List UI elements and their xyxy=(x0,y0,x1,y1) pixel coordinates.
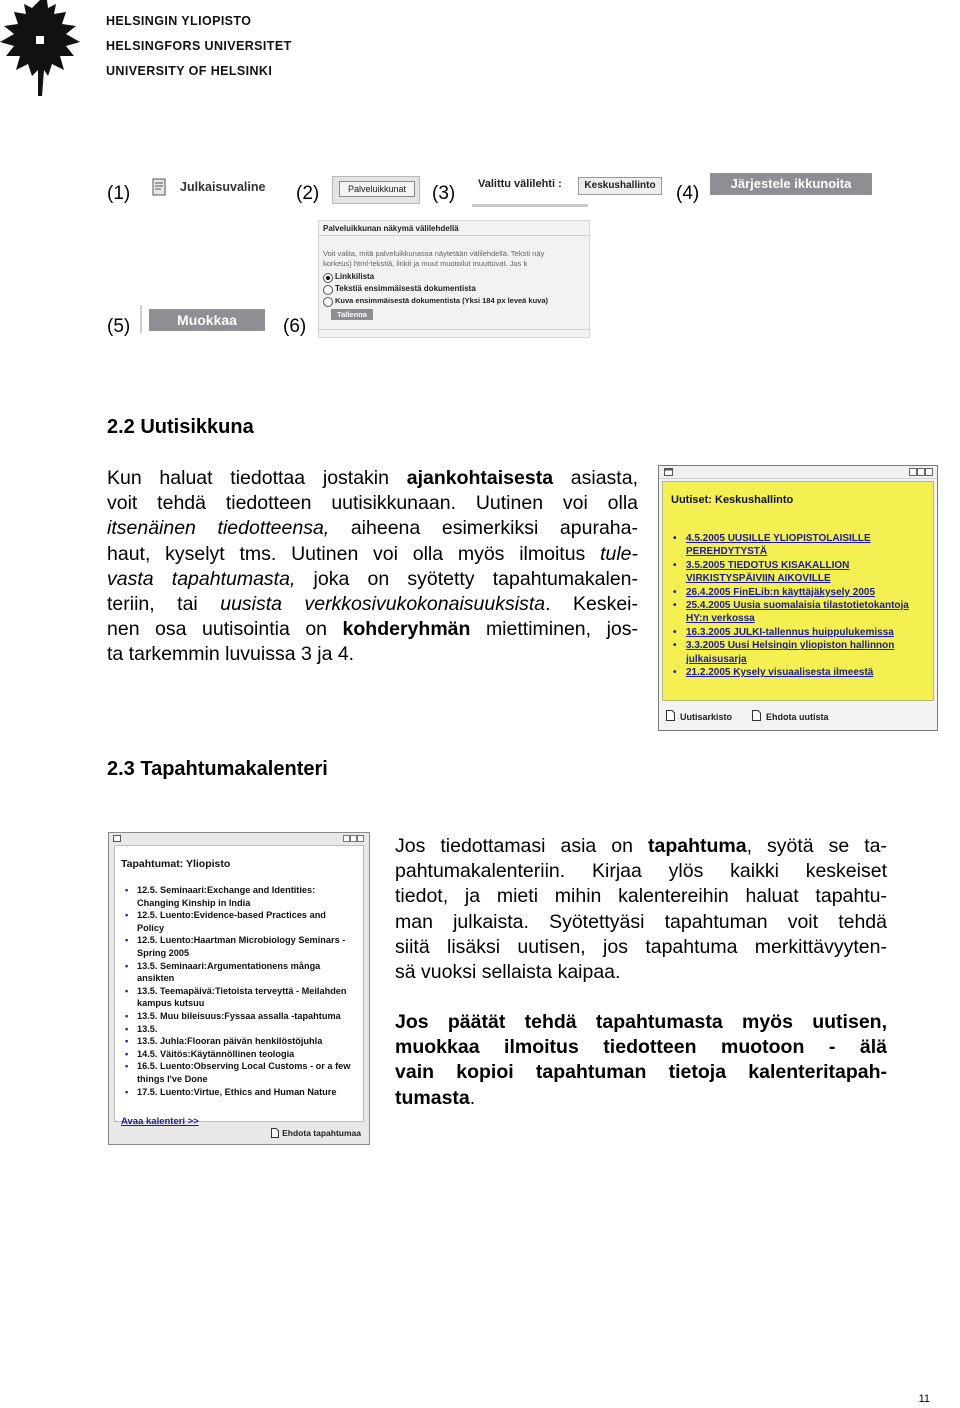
event-item[interactable]: • 12.5. Luento:Haartman Microbiology Seminars - Spring 2005 xyxy=(123,934,353,959)
ehdota-uutista-link[interactable]: Ehdota uutista xyxy=(766,712,829,722)
selected-tab-select[interactable]: Keskushallinto xyxy=(578,177,662,195)
news-item[interactable]: VIRKISTYSPÄIVIIN AIKOVILLE xyxy=(686,573,831,585)
event-item[interactable]: • 13.5. Muu bileisuus:Fyssaa assalla -tapahtuma xyxy=(123,1010,353,1023)
section-heading-uutisikkuna: 2.2 Uutisikkuna xyxy=(107,416,254,438)
julkaisuvaline-label: Julkaisuvaline xyxy=(180,180,266,194)
option-teksti: Tekstiä ensimmäisestä dokumentista xyxy=(335,284,476,293)
palveluikkuna-settings-panel xyxy=(318,220,590,338)
palveluikkunat-button[interactable]: Palveluikkunat xyxy=(339,181,415,197)
news-item[interactable]: • 4.5.2005 UUSILLE YLIOPISTOLAISILLE xyxy=(671,532,909,545)
jarjestele-ikkunoita-button[interactable]: Järjestele ikkunoita xyxy=(710,173,872,195)
news-item[interactable]: HY:n verkossa xyxy=(686,613,755,625)
uutisarkisto-link[interactable]: Uutisarkisto xyxy=(680,712,733,722)
window-icon xyxy=(664,468,673,476)
events-list xyxy=(123,884,353,1098)
logo-line-3: UNIVERSITY OF HELSINKI xyxy=(106,64,273,78)
panel-description-2: korkeus) html-tekstiä, linkit ja muut muotoilut muuttuvat. Jos k xyxy=(323,259,528,268)
valittu-valilehti-shot xyxy=(472,176,588,208)
news-item[interactable]: • 26.4.2005 FinELib:n käyttäjäkysely 2005 xyxy=(671,586,909,599)
news-item[interactable]: • 3.3.2005 Uusi Helsingin yliopiston hallinnon xyxy=(671,639,909,652)
event-item[interactable]: • 12.5. Seminaari:Exchange and Identities: Changing Kinship in India xyxy=(123,884,353,909)
document-icon xyxy=(150,178,170,198)
logo-line-1: HELSINGIN YLIOPISTO xyxy=(106,14,252,28)
event-item[interactable]: • 16.5. Luento:Observing Local Customs - or a few things I've Done xyxy=(123,1060,353,1085)
figure-label-3: (3) xyxy=(432,183,456,204)
event-item[interactable]: • 12.5. Luento:Evidence-based Practices and Policy xyxy=(123,909,353,934)
news-item[interactable]: • 21.2.2005 Kysely visuaalisesta ilmeestä xyxy=(671,666,909,679)
event-item[interactable]: • 13.5. Seminaari:Argumentationens många ansikten xyxy=(123,960,353,985)
news-list xyxy=(671,532,909,679)
flame-logo-icon xyxy=(0,0,100,96)
event-item[interactable]: • 14.5. Väitös:Käytännöllinen teologia xyxy=(123,1048,353,1061)
radio-teksti[interactable] xyxy=(323,285,333,295)
logo-line-2: HELSINGFORS UNIVERSITET xyxy=(106,39,292,53)
panel-title: Palveluikkunan näkymä välilehdellä xyxy=(323,224,459,233)
uutiset-window xyxy=(658,465,938,731)
option-linkkilista: Linkkilista xyxy=(335,272,375,281)
archive-document-icon xyxy=(666,710,675,721)
tapahtumakalenteri-paragraph: Jos tiedottamasi asia on tapahtuma, syötä se ta- pahtumakalenteriin. Kirjaa ylös kaikki keskeiset tiedot, ja mieti mihin kalentereihin haluat tapahtu- man julkaista. Syötettyäsi tapahtuman voit tehdä siitä lisäksi uutisen, jos tapahtuma merkittävyyten- sä vuoksi sellaista kaipaa. xyxy=(395,835,887,984)
suggest-document-icon xyxy=(271,1128,279,1138)
university-logo xyxy=(0,0,100,96)
events-window-title: Tapahtumat: Yliopisto xyxy=(121,858,231,870)
page-number: 11 xyxy=(918,1393,930,1405)
ehdota-tapahtumaa-link[interactable]: Ehdota tapahtumaa xyxy=(282,1128,361,1138)
radio-kuva[interactable] xyxy=(323,297,333,307)
uutisikkuna-paragraph: Kun haluat tiedottaa jostakin ajankohtaisesta asiasta, voit tehdä tiedotteen uutisikkunaan. Uutinen voi olla itsenäinen tiedotteensa, aiheena esimerkiksi apuraha- haut, kyselyt tms. Uutinen voi olla myös ilmoitus tule- vasta tapahtumasta, joka on syötetty tapahtumakalen- teriin, tai uusista verkkosivukokonaisuuksista. Keskei- nen osa uutisointia on kohderyhmän miettiminen, jos- ta tarkemmin luvuissa 3 ja 4. xyxy=(107,467,639,666)
figure-label-5: (5) xyxy=(107,316,131,337)
news-window-title: Uutiset: Keskushallinto xyxy=(671,494,794,506)
news-item[interactable]: • 3.5.2005 TIEDOTUS KISAKALLION xyxy=(671,559,909,572)
event-item[interactable]: • 13.5. Teemapäivä:Tietoista terveyttä - Meilahden kampus kutsuu xyxy=(123,985,353,1010)
figure-label-6: (6) xyxy=(283,316,307,337)
figure-label-2: (2) xyxy=(296,183,320,204)
news-item[interactable]: julkaisusarja xyxy=(686,653,747,665)
palveluikkunat-shot xyxy=(332,176,420,204)
figure-label-1: (1) xyxy=(107,183,131,204)
window-buttons-icon[interactable] xyxy=(909,468,933,476)
window-icon xyxy=(113,835,121,842)
window-buttons-icon[interactable] xyxy=(343,835,365,842)
event-item[interactable]: • 17.5. Luento:Virtue, Ethics and Human Nature xyxy=(123,1086,353,1099)
option-kuva: Kuva ensimmäisestä dokumentista (Yksi 184 px leveä kuva) xyxy=(335,296,549,305)
radio-linkkilista[interactable] xyxy=(323,273,333,283)
section-heading-tapahtumakalenteri: 2.3 Tapahtumakalenteri xyxy=(107,758,328,780)
event-item[interactable]: • 13.5. xyxy=(123,1023,353,1036)
tapahtumat-window xyxy=(108,832,370,1145)
news-item[interactable]: • 16.3.2005 JULKI-tallennus huippulukemissa xyxy=(671,626,909,639)
muokkaa-button[interactable]: Muokkaa xyxy=(149,309,265,331)
panel-description-1: Voit valita, mitä palveluikkunassa näytetään välilehdellä. Teksti näy xyxy=(323,249,545,258)
avaa-kalenteri-link[interactable]: Avaa kalenteri >> xyxy=(121,1116,199,1127)
figure-label-4: (4) xyxy=(676,183,700,204)
selected-tab-label: Valittu välilehti : xyxy=(478,178,562,190)
tallenna-button[interactable]: Tallenna xyxy=(331,309,373,320)
news-item[interactable]: • 25.4.2005 Uusia suomalaisia tilastotietokantoja xyxy=(671,599,909,612)
event-item[interactable]: • 13.5. Juhla:Flooran päivän henkilöstöjuhla xyxy=(123,1035,353,1048)
tapahtuma-uutinen-note: Jos päätät tehdä tapahtumasta myös uutisen, muokkaa ilmoitus tiedotteen muotoon - älä vain kopioi tapahtuman tietoja kalenteritapah- tumasta. xyxy=(395,1011,887,1109)
suggest-document-icon xyxy=(752,710,761,721)
news-item[interactable]: PEREHDYTYSTÄ xyxy=(686,546,768,558)
julkaisuvaline-shot xyxy=(148,176,276,200)
